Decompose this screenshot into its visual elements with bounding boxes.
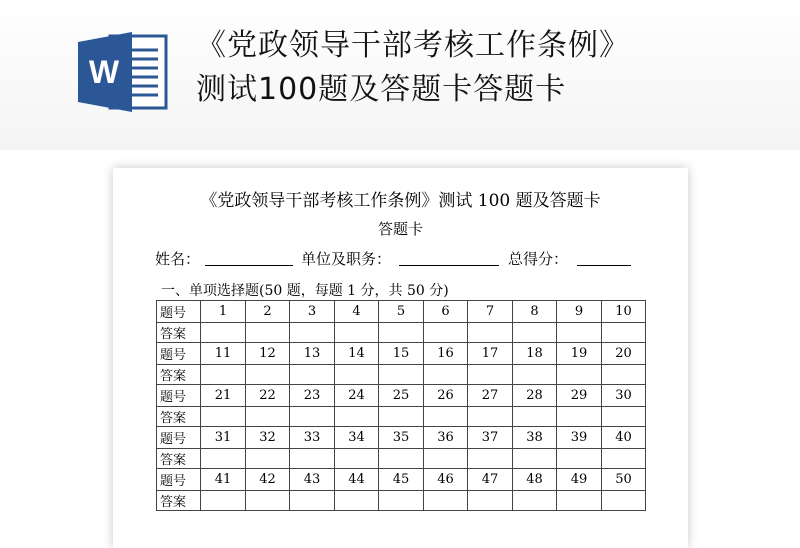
question-number-cell: 50 <box>602 469 646 491</box>
question-number-cell: 14 <box>335 343 379 365</box>
question-number-cell: 3 <box>290 301 335 323</box>
answer-cell[interactable] <box>557 407 602 427</box>
answer-sheet-table <box>156 300 646 511</box>
answer-cell[interactable] <box>201 491 246 511</box>
question-number-cell: 45 <box>379 469 424 491</box>
answer-cell[interactable] <box>379 323 424 343</box>
question-number-cell: 38 <box>513 427 557 449</box>
question-number-cell: 47 <box>468 469 513 491</box>
question-number-cell: 10 <box>602 301 646 323</box>
answer-cell[interactable] <box>602 323 646 343</box>
position-label: 单位及职务： <box>301 250 392 268</box>
answer-cell[interactable] <box>290 449 335 469</box>
question-number-cell: 7 <box>468 301 513 323</box>
answer-cell[interactable] <box>602 407 646 427</box>
question-number-cell: 5 <box>379 301 424 323</box>
answer-cell[interactable] <box>201 323 246 343</box>
question-label-cell: 题号 <box>157 301 201 323</box>
answer-row <box>157 323 646 343</box>
answer-cell[interactable] <box>557 491 602 511</box>
question-number-cell: 30 <box>602 385 646 407</box>
answer-cell[interactable] <box>290 407 335 427</box>
question-number-cell: 49 <box>557 469 602 491</box>
question-number-cell: 27 <box>468 385 513 407</box>
answer-cell[interactable] <box>246 323 290 343</box>
question-number-cell: 6 <box>424 301 468 323</box>
answer-cell[interactable] <box>379 365 424 385</box>
answer-cell[interactable] <box>557 449 602 469</box>
answer-cell[interactable] <box>602 449 646 469</box>
question-number-cell: 13 <box>290 343 335 365</box>
question-number-cell: 33 <box>290 427 335 449</box>
question-number-cell: 16 <box>424 343 468 365</box>
question-number-cell: 40 <box>602 427 646 449</box>
answer-cell[interactable] <box>424 491 468 511</box>
answer-cell[interactable] <box>468 491 513 511</box>
answer-label-cell: 答案 <box>157 407 201 427</box>
question-number-cell: 35 <box>379 427 424 449</box>
answer-cell[interactable] <box>513 365 557 385</box>
question-label-cell: 题号 <box>157 343 201 365</box>
question-number-cell: 31 <box>201 427 246 449</box>
answer-cell[interactable] <box>246 449 290 469</box>
question-number-row <box>157 301 646 323</box>
word-app-icon <box>76 30 170 114</box>
banner-title-line-2: 测试100题及答题卡答题卡 <box>196 72 567 107</box>
question-number-cell: 18 <box>513 343 557 365</box>
answer-cell[interactable] <box>335 449 379 469</box>
question-number-cell: 1 <box>201 301 246 323</box>
answer-cell[interactable] <box>602 365 646 385</box>
answer-cell[interactable] <box>468 407 513 427</box>
answer-cell[interactable] <box>468 323 513 343</box>
question-number-cell: 4 <box>335 301 379 323</box>
question-number-cell: 36 <box>424 427 468 449</box>
answer-cell[interactable] <box>468 449 513 469</box>
question-number-cell: 24 <box>335 385 379 407</box>
document-title: 《党政领导干部考核工作条例》测试 100 题及答题卡 <box>200 191 601 211</box>
answer-cell[interactable] <box>424 323 468 343</box>
answer-cell[interactable] <box>513 491 557 511</box>
answer-label-cell: 答案 <box>157 323 201 343</box>
answer-row <box>157 491 646 511</box>
answer-cell[interactable] <box>335 407 379 427</box>
question-number-cell: 8 <box>513 301 557 323</box>
question-number-row <box>157 385 646 407</box>
answer-cell[interactable] <box>246 491 290 511</box>
question-number-row <box>157 427 646 449</box>
question-number-cell: 28 <box>513 385 557 407</box>
question-number-cell: 26 <box>424 385 468 407</box>
answer-row <box>157 449 646 469</box>
question-number-cell: 11 <box>201 343 246 365</box>
answer-cell[interactable] <box>201 449 246 469</box>
question-number-cell: 21 <box>201 385 246 407</box>
question-number-row <box>157 469 646 491</box>
question-number-cell: 20 <box>602 343 646 365</box>
answer-cell[interactable] <box>557 323 602 343</box>
question-number-cell: 37 <box>468 427 513 449</box>
name-blank <box>205 248 293 266</box>
answer-cell[interactable] <box>379 407 424 427</box>
question-label-cell: 题号 <box>157 385 201 407</box>
answer-row <box>157 365 646 385</box>
question-number-row <box>157 343 646 365</box>
answer-cell[interactable] <box>424 365 468 385</box>
question-number-cell: 42 <box>246 469 290 491</box>
answer-cell[interactable] <box>201 407 246 427</box>
document-subtitle: 答题卡 <box>377 220 423 238</box>
svg-text:W: W <box>88 54 120 90</box>
question-number-cell: 34 <box>335 427 379 449</box>
answer-cell[interactable] <box>379 449 424 469</box>
answer-cell[interactable] <box>335 365 379 385</box>
question-number-cell: 23 <box>290 385 335 407</box>
name-label: 姓名： <box>155 250 201 268</box>
answer-cell[interactable] <box>290 323 335 343</box>
answer-cell[interactable] <box>557 365 602 385</box>
question-number-cell: 2 <box>246 301 290 323</box>
info-row <box>155 248 655 272</box>
question-number-cell: 17 <box>468 343 513 365</box>
position-blank <box>399 248 499 266</box>
banner-title <box>196 24 786 112</box>
answer-row <box>157 407 646 427</box>
answer-cell[interactable] <box>602 491 646 511</box>
question-number-cell: 22 <box>246 385 290 407</box>
question-number-cell: 41 <box>201 469 246 491</box>
section-title: 一、单项选择题(50 题，每题 1 分，共 50 分) <box>161 283 449 299</box>
question-number-cell: 43 <box>290 469 335 491</box>
answer-label-cell: 答案 <box>157 365 201 385</box>
answer-cell[interactable] <box>513 449 557 469</box>
answer-cell[interactable] <box>201 365 246 385</box>
answer-cell[interactable] <box>246 365 290 385</box>
answer-cell[interactable] <box>335 323 379 343</box>
question-number-cell: 25 <box>379 385 424 407</box>
answer-cell[interactable] <box>513 323 557 343</box>
answer-cell[interactable] <box>246 407 290 427</box>
question-label-cell: 题号 <box>157 469 201 491</box>
answer-cell[interactable] <box>513 407 557 427</box>
question-number-cell: 12 <box>246 343 290 365</box>
answer-cell[interactable] <box>468 365 513 385</box>
question-number-cell: 39 <box>557 427 602 449</box>
question-label-cell: 题号 <box>157 427 201 449</box>
banner-title-line-1: 《党政领导干部考核工作条例》 <box>196 28 630 63</box>
answer-cell[interactable] <box>290 491 335 511</box>
answer-label-cell: 答案 <box>157 491 201 511</box>
answer-label-cell: 答案 <box>157 449 201 469</box>
question-number-cell: 46 <box>424 469 468 491</box>
question-number-cell: 15 <box>379 343 424 365</box>
answer-cell[interactable] <box>379 491 424 511</box>
answer-cell[interactable] <box>335 491 379 511</box>
answer-cell[interactable] <box>290 365 335 385</box>
question-number-cell: 19 <box>557 343 602 365</box>
answer-cell[interactable] <box>424 449 468 469</box>
question-number-cell: 9 <box>557 301 602 323</box>
score-label: 总得分： <box>508 250 569 268</box>
question-number-cell: 48 <box>513 469 557 491</box>
answer-cell[interactable] <box>424 407 468 427</box>
question-number-cell: 44 <box>335 469 379 491</box>
score-blank <box>577 248 631 266</box>
document-page <box>113 168 688 548</box>
question-number-cell: 29 <box>557 385 602 407</box>
question-number-cell: 32 <box>246 427 290 449</box>
